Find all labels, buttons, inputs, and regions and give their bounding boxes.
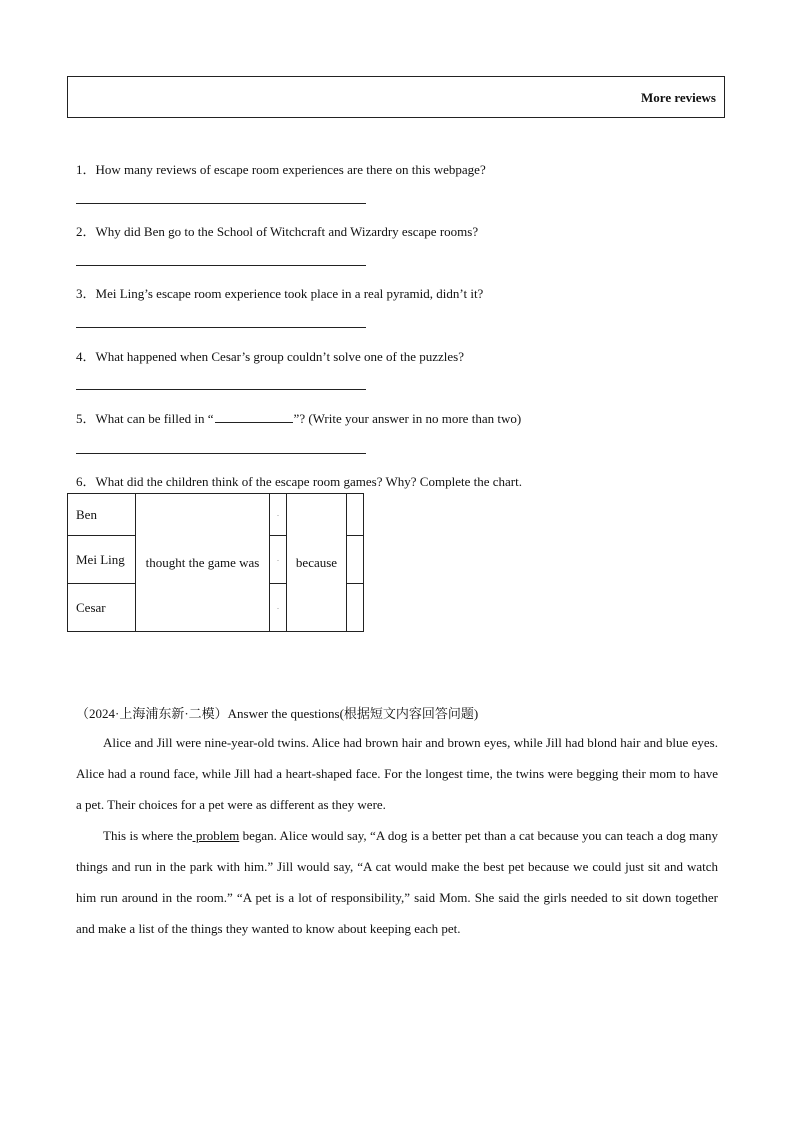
chart-blank-opinion-2[interactable]: . [270,536,287,584]
answer-line-5[interactable] [76,453,366,454]
question-6: 6．What did the children think of the escape room games? Why? Complete the chart. [76,474,522,489]
question-1: 1．How many reviews of escape room experiences are there on this webpage? [76,162,486,177]
inline-blank [215,411,293,423]
question-3: 3．Mei Ling’s escape room experience took place in a real pyramid, didn’t it? [76,286,484,301]
underlined-word: problem [192,828,240,843]
question-5: 5．What can be filled in “ ”? (Write your answer in no more than two) [76,411,522,426]
chart-name-ben: Ben [68,494,136,536]
chart-name-mei-ling: Mei Ling [68,536,136,584]
reviews-frame [67,76,725,118]
chart-blank-opinion-1[interactable]: . [270,494,287,536]
more-reviews-link[interactable]: More reviews [641,90,716,105]
chart-thought-label: thought the game was [136,494,270,632]
chart-blank-reason-1[interactable] [347,494,364,536]
question-2: 2．Why did Ben go to the School of Witchcraft and Wizardry escape rooms? [76,224,479,239]
chart-blank-reason-3[interactable] [347,584,364,632]
answer-line-1[interactable] [76,203,366,204]
answer-chart [67,493,364,632]
chart-name-cesar: Cesar [68,584,136,632]
answer-line-3[interactable] [76,327,366,328]
answer-line-4[interactable] [76,389,366,390]
passage-paragraph-2: This is where the problem began. Alice would say, “A dog is a better pet than a cat because you can teach a dog many things and run in the park with him.” Jill would say, “A cat would make the best pet because we could just sit and watch him run around in the room.” “A pet is a lot of responsibility,” said Mom. She said the girls needed to sit down together and make a list of the things they wanted to know about keeping each pet. [76,828,719,936]
question-4: 4．What happened when Cesar’s group couldn’t solve one of the puzzles? [76,349,464,364]
answer-line-2[interactable] [76,265,366,266]
chart-because-label: because [287,494,347,632]
passage-paragraph-1: Alice and Jill were nine-year-old twins. Alice had brown hair and brown eyes, while Jill had blond hair and blue eyes. Alice had a round face, while Jill had a heart-shaped face. For the longest time, the twins were begging their mom to have a pet. Their choices for a pet were as different as they were. [76,735,718,812]
passage-source: （2024·上海浦东新·二模）Answer the questions(根据短文内容回答问题) [76,706,479,721]
passage-body [76,727,718,944]
chart-blank-reason-2[interactable] [347,536,364,584]
chart-blank-opinion-3[interactable]: . [270,584,287,632]
